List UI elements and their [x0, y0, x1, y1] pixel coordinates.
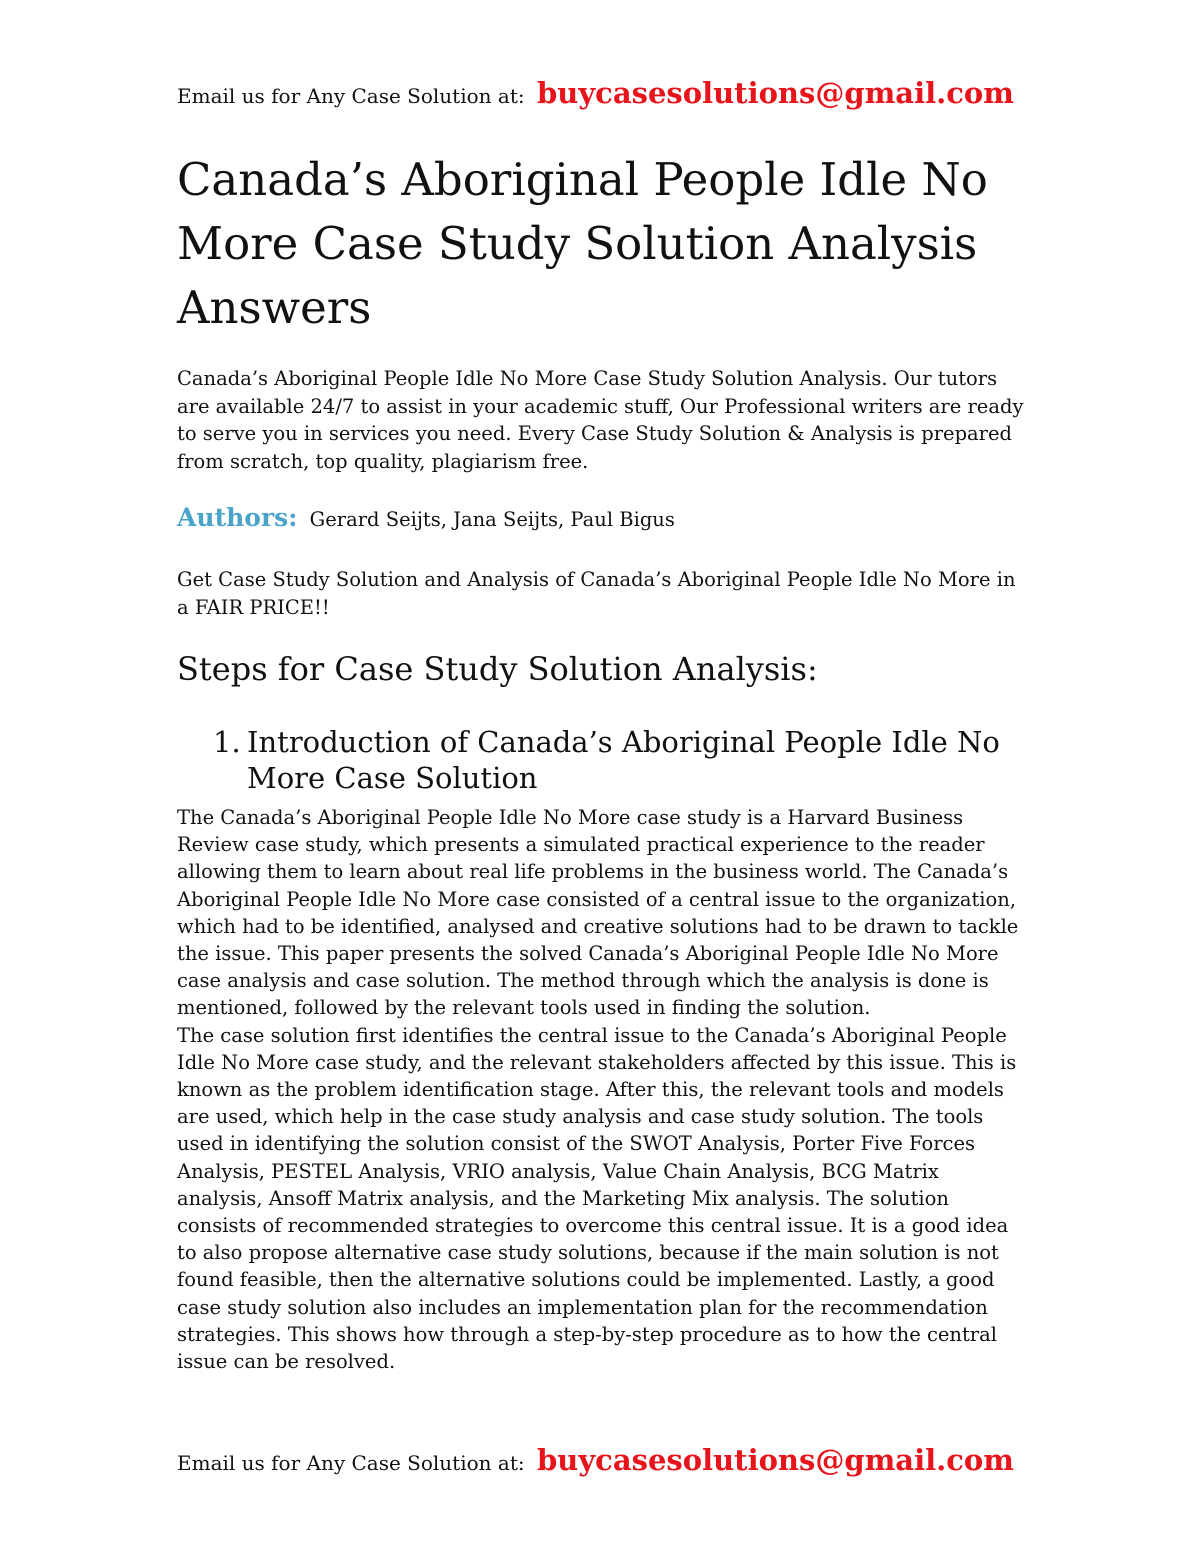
authors-names: Gerard Seijts, Jana Seijts, Paul Bigus — [309, 508, 675, 531]
step-1-heading — [213, 724, 1033, 796]
header-email-prefix: Email us for Any Case Solution at: — [177, 84, 525, 108]
header-email-address[interactable]: buycasesolutions@gmail.com — [536, 76, 1014, 110]
footer-email-line — [177, 1443, 1014, 1477]
step-1-line2: More Case Solution — [247, 761, 538, 795]
authors-line — [177, 503, 675, 532]
authors-label: Authors: — [177, 503, 298, 532]
title-line: Answers — [177, 281, 372, 334]
title-line: More Case Study Solution Analysis — [177, 217, 978, 270]
header-email-line — [177, 76, 1014, 110]
body-text — [177, 804, 1029, 1375]
footer-email-address[interactable]: buycasesolutions@gmail.com — [536, 1443, 1014, 1477]
body-paragraph: The Canada’s Aboriginal People Idle No More case study is a Harvard Business Review case study, which presents a simulated practical experience to the reader allowing them to learn about real life problems in the business world. The Canada’s Aboriginal People Idle No More case consisted of a central issue to the organization, which had to be identified, analysed and creative solutions had to be drawn to tackle the issue. This paper presents the solved Canada’s Aboriginal People Idle No More case analysis and case solution. The method through which the analysis is done is mentioned, followed by the relevant tools used in finding the solution. — [177, 806, 1019, 1020]
intro-paragraph: Canada’s Aboriginal People Idle No More Case Study Solution Analysis. Our tutors are available 24/7 to assist in your academic stuff, Our Professional writers are ready to serve you in services you need. Every Case Study Solution & Analysis is prepared from scratch, top quality, plagiarism free. — [177, 367, 1024, 473]
step-1-line1: Introduction of Canada’s Aboriginal People Idle No — [247, 725, 1000, 759]
body-paragraph: The case solution first identifies the central issue to the Canada’s Aboriginal People Idle No More case study, and the relevant stakeholders affected by this issue. This is known as the problem identification stage. After this, the relevant tools and models are used, which help in the case study analysis and case study solution. The tools used in identifying the solution consist of the SWOT Analysis, Porter Five Forces Analysis, PESTEL Analysis, VRIO analysis, Value Chain Analysis, BCG Matrix analysis, Ansoff Matrix analysis, and the Marketing Mix analysis. The solution consists of recommended strategies to overcome this central issue. It is a good idea to also propose alternative case study solutions, because if the main solution is not found feasible, then the alternative solutions could be implemented. Lastly, a good case study solution also includes an implementation plan for the recommendation strategies. This shows how through a step-by-step procedure as to how the central issue can be resolved. — [177, 1023, 1017, 1374]
footer-email-prefix: Email us for Any Case Solution at: — [177, 1451, 525, 1475]
document-title — [177, 148, 1037, 340]
get-case-paragraph: Get Case Study Solution and Analysis of Canada’s Aboriginal People Idle No More in a FAIR PRICE!! — [177, 568, 1016, 619]
title-line: Canada’s Aboriginal People Idle No — [177, 153, 988, 206]
step-1-number: 1. — [213, 725, 241, 759]
steps-heading: Steps for Case Study Solution Analysis: — [177, 650, 818, 688]
